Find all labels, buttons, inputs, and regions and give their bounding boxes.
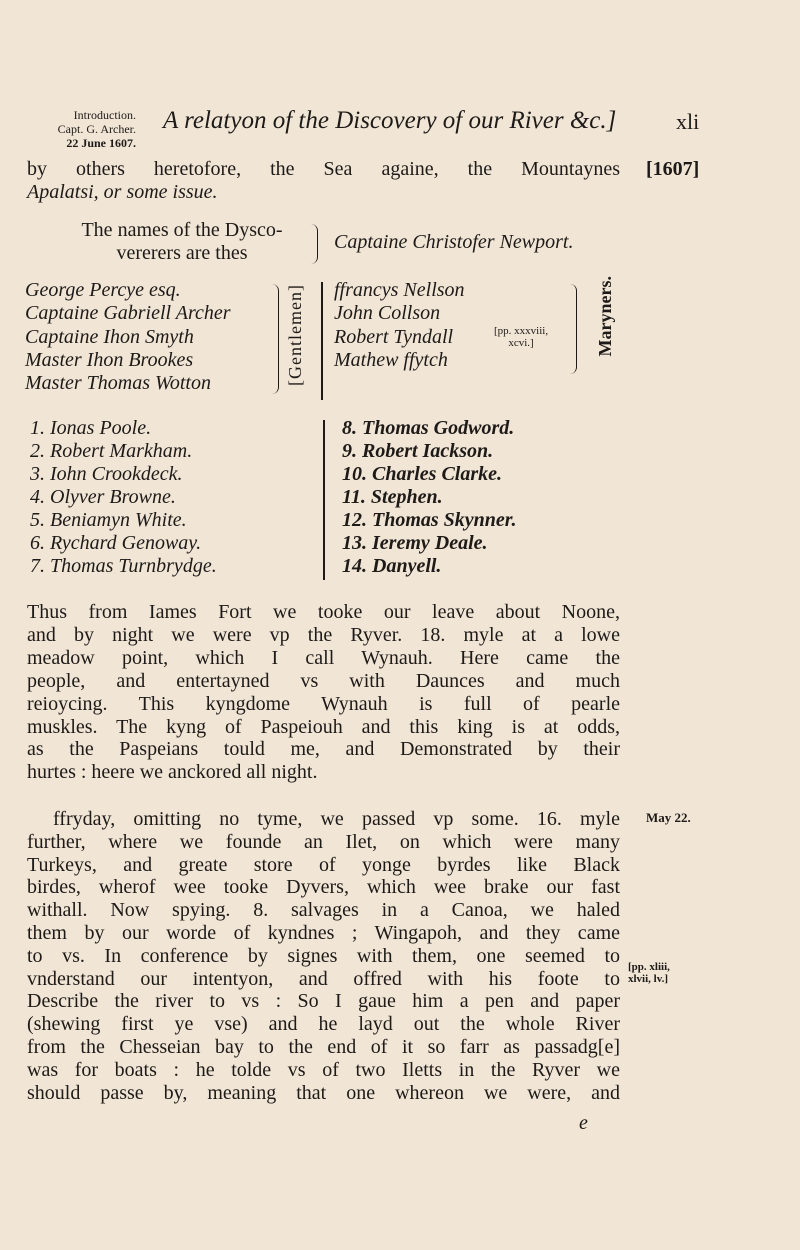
- note-line: xlvii, lv.]: [628, 973, 669, 985]
- text-line: further, where we founde an Ilet, on which were many: [27, 830, 620, 853]
- list-item: Master Thomas Wotton: [25, 372, 211, 395]
- side-note: [36, 108, 136, 150]
- year-note: [1607]: [646, 158, 700, 180]
- text-line: vnderstand our intentyon, and offred with his foote to: [27, 967, 620, 990]
- text-line: Turkeys, and greate store of yonge byrdes like Black: [27, 853, 620, 876]
- margin-date: May 22.: [646, 810, 691, 825]
- running-title: A relatyon of the Discovery of our River &c.]: [163, 107, 617, 134]
- text-line: birdes, wherof wee tooke Dyvers, which wee brake our fast: [27, 876, 620, 899]
- list-item: ffrancys Nellson: [334, 279, 465, 301]
- crew-list-left: [30, 417, 217, 578]
- text-line: and by night we were vp the Ryver. 18. myle at a lowe: [27, 623, 620, 646]
- text-line: ffryday, omitting no tyme, we passed vp some. 16. myle: [53, 808, 620, 830]
- list-item: 4. Olyver Browne.: [30, 486, 176, 508]
- list-item: 14. Danyell.: [342, 555, 442, 577]
- note-line: [pp. xliii,: [628, 961, 670, 973]
- text-line: was for boats : he tolde vs of two Iletts in the Ryver we: [27, 1058, 620, 1081]
- list-item: John Collson: [334, 302, 441, 325]
- list-item: Captaine Gabriell Archer: [25, 302, 231, 325]
- list-item: 6. Rychard Genoway.: [30, 532, 202, 554]
- heading-line: The names of the Dysco-: [81, 219, 283, 241]
- divider: [321, 282, 323, 400]
- gentlemen-label: [Gentlemen]: [285, 284, 305, 386]
- text-line: withall. Now spying. 8. salvages in a Canoa, we haled: [27, 899, 620, 922]
- note-line: [pp. xxxviii,: [494, 325, 549, 337]
- text-line: Apalatsi, or some issue.: [27, 181, 218, 203]
- text-line: by others heretofore, the Sea againe, the Mountaynes: [27, 158, 620, 180]
- list-item: 8. Thomas Godword.: [342, 417, 515, 439]
- side-note-line: Introduction.: [73, 108, 136, 122]
- heading-brace: [311, 224, 318, 264]
- text-line: to vs. In conference by signes with them, one seemed to: [27, 944, 620, 967]
- text-line: people, and entertayned vs with Daunces and much: [27, 669, 620, 692]
- list-item: 5. Beniamyn White.: [30, 509, 187, 531]
- list-item: 1. Ionas Poole.: [30, 417, 152, 439]
- signature-mark: e: [579, 1112, 588, 1134]
- text-line: should passe by, meaning that one whereon we were, and: [27, 1081, 620, 1104]
- list-item: 11. Stephen.: [342, 486, 443, 508]
- note-line: xcvi.]: [508, 337, 534, 349]
- divider: [323, 420, 325, 580]
- maryners-label: Maryners.: [595, 276, 615, 357]
- list-item: 7. Thomas Turnbrydge.: [30, 555, 217, 577]
- list-item: George Percye esq.: [25, 279, 181, 301]
- text-line: them by our worde of kyndnes ; Wingapoh, and they came: [27, 922, 620, 944]
- text-line: (shewing first ye vse) and he layd out the whole River: [27, 1013, 620, 1036]
- list-item: Master Ihon Brookes: [25, 348, 194, 371]
- text-line: reioycing. This kyngdome Wynauh is full of pearle: [27, 692, 620, 715]
- heading-line: vererers are thes: [116, 242, 248, 264]
- gentlemen-brace: [272, 284, 279, 394]
- discoverers-heading: [58, 219, 306, 265]
- side-note-line: Capt. G. Archer.: [57, 122, 136, 136]
- text-line: as the Paspeians tould me, and Demonstrated by their: [27, 738, 620, 761]
- text-line: hurtes : heere we anckored all night.: [27, 761, 318, 784]
- text-line: meadow point, which I call Wynauh. Here came the: [27, 646, 620, 669]
- leader-name: Captaine Christofer Newport.: [334, 231, 574, 253]
- maryners-brace: [570, 284, 577, 374]
- list-item: 3. Iohn Crookdeck.: [30, 463, 183, 485]
- list-item: Mathew ffytch: [334, 348, 448, 371]
- margin-note: [628, 961, 670, 985]
- list-item: 12. Thomas Skynner.: [342, 509, 517, 531]
- list-item: Captaine Ihon Smyth: [25, 325, 194, 348]
- list-item: 13. Ieremy Deale.: [342, 532, 488, 554]
- list-item: Robert Tyndall: [334, 325, 454, 348]
- page-number: xli: [676, 109, 700, 134]
- list-item: 9. Robert Iackson.: [342, 440, 494, 462]
- side-note-line: 22 June 1607.: [66, 136, 136, 150]
- list-item: 2. Robert Markham.: [30, 440, 193, 462]
- text-line: Thus from Iames Fort we tooke our leave about Noone,: [27, 601, 620, 623]
- maryners-note: [494, 325, 548, 349]
- crew-list-right: [342, 417, 516, 578]
- list-item: 10. Charles Clarke.: [342, 463, 503, 485]
- maryners-list: [334, 279, 465, 372]
- text-line: muskles. The kyng of Paspeiouh and this king is at odds,: [27, 715, 620, 738]
- text-line: from the Chesseian bay to the end of it so farr as passadg[e]: [27, 1036, 620, 1058]
- gentlemen-list: [25, 279, 231, 395]
- text-line: Describe the river to vs : So I gaue him a pen and paper: [27, 990, 620, 1013]
